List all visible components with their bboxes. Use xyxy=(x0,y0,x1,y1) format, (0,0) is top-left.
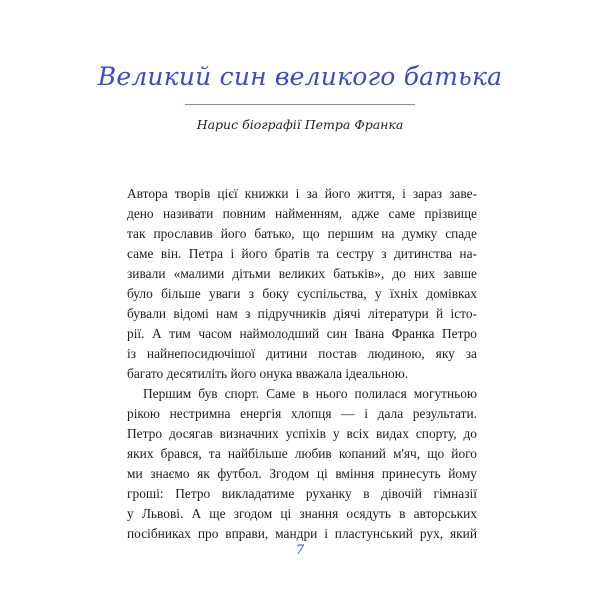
text-line: дено називати повним найменням, адже саме прізвище xyxy=(127,206,477,221)
text-line: у Львові. А ще згодом ці знання осядуть в авторських xyxy=(127,506,477,521)
text-line: багато десятиліть його онука вважала ідеальною. xyxy=(127,366,409,381)
text-line: так прославив його батько, що першим на думку спаде xyxy=(127,226,477,241)
body-text xyxy=(127,184,477,544)
chapter-title: Великий син великого батька xyxy=(97,62,503,91)
text-line: саме він. Петра і його братів та сестру з дитинства на- xyxy=(127,246,477,261)
text-line: ми знаємо як футбол. Згодом ці вміння принесуть йому xyxy=(127,466,477,481)
page-number: 7 xyxy=(295,543,305,558)
text-line: Автора творів цієї книжки і за його життя, і зараз заве- xyxy=(127,186,477,201)
text-line: Першим був спорт. Саме в нього полилася могутньою xyxy=(143,386,477,401)
text-line: зивали «малими дітьми великих батьків», до них завше xyxy=(127,266,477,281)
text-line: рії. А тим часом наймолодший син Івана Франка Петро xyxy=(127,326,477,341)
text-line: яких брався, та найбільше любив копаний м'яч, що його xyxy=(127,446,477,461)
text-line: із найнепосидючішої дитини постав людиною, яку за xyxy=(127,346,477,361)
text-line: посібниках про вправи, мандри і пластунський рух, який xyxy=(127,526,477,541)
text-line: бували відомі нам з підручників діячі літератури й істо- xyxy=(127,306,477,321)
chapter-subtitle: Нарис біографії Петра Франка xyxy=(196,117,404,132)
text-line: рікою нестримна енергія хлопця — і дала результати. xyxy=(127,406,477,421)
text-line: Петро досягав визначних успіхів у всіх видах спорту, до xyxy=(127,426,477,441)
text-line: гроші: Петро викладатиме руханку в дівочій гімназії xyxy=(127,486,477,501)
title-divider xyxy=(185,104,415,105)
text-line: було більше уваги з боку суспільства, у їхніх домівках xyxy=(127,286,477,301)
